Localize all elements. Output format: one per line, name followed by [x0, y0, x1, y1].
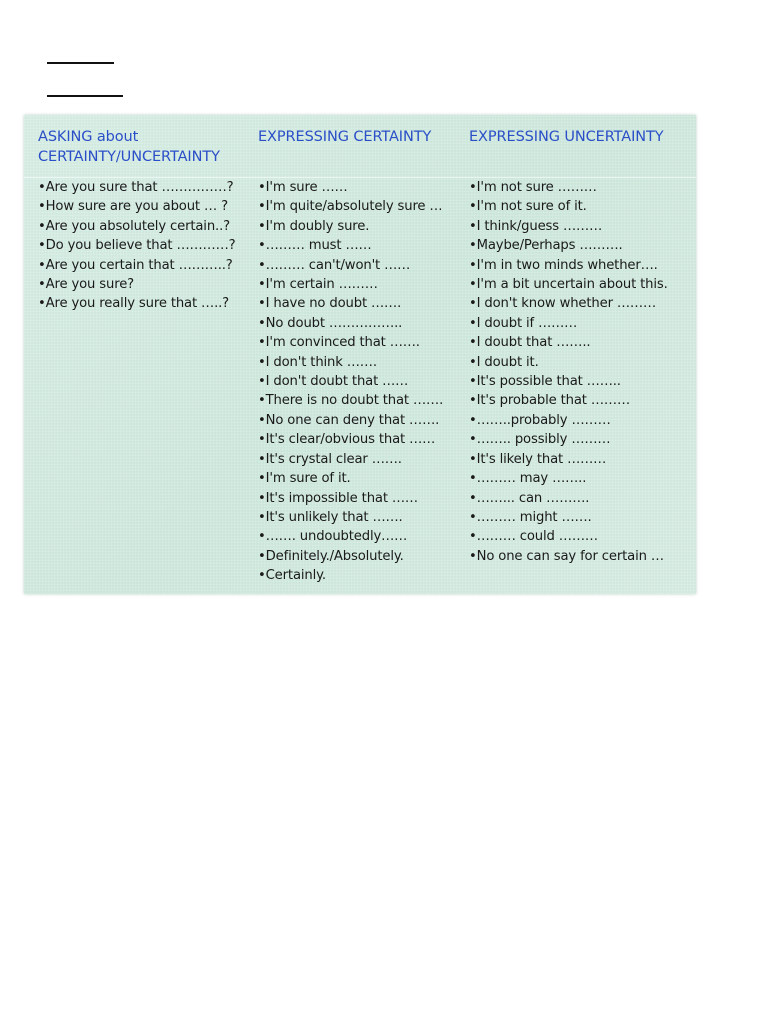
blank-line-2	[47, 95, 123, 97]
phrase-item: •I think/guess ………	[469, 218, 603, 234]
phrase-item: •Are you sure?	[38, 277, 135, 293]
phrase-item: •Do you believe that …………?	[38, 238, 236, 254]
phrase-item: •I have no doubt …….	[258, 296, 402, 312]
phrase-item: •I doubt that ……..	[469, 335, 591, 351]
phrase-item: •……..probably ………	[469, 412, 611, 428]
phrase-item: •It's unlikely that …….	[258, 509, 403, 525]
phrase-item: •……… could ………	[469, 529, 598, 545]
phrase-item: •……… must ……	[258, 238, 372, 254]
phrase-item: •……... can ……….	[469, 490, 590, 506]
phrase-item: •It's probable that ………	[469, 393, 630, 409]
header-certainty: EXPRESSING CERTAINTY	[258, 129, 432, 145]
phrase-item: •It's likely that ………	[469, 451, 607, 467]
phrase-item: •No one can say for certain …	[469, 548, 664, 564]
phrase-item: •……. undoubtedly……	[258, 529, 408, 545]
phrase-item: •No one can deny that …….	[258, 412, 440, 428]
phrase-item: •……… may ……..	[469, 471, 587, 487]
phrase-item: •It's clear/obvious that ……	[258, 432, 436, 448]
phrase-item: •I'm quite/absolutely sure …	[258, 199, 443, 215]
phrase-item: •I doubt it.	[469, 354, 539, 370]
phrase-item: •……… might …….	[469, 509, 592, 525]
phrase-item: •Are you sure that ……………?	[38, 180, 234, 195]
phrase-item: •I'm a bit uncertain about this.	[469, 277, 668, 293]
certainty-list	[258, 178, 443, 586]
phrase-item: •It's crystal clear …….	[258, 451, 402, 467]
phrase-item: •I'm doubly sure.	[258, 218, 370, 234]
phrase-item: •I'm in two minds whether….	[469, 257, 658, 273]
phrase-item: •…….. possibly ………	[469, 432, 611, 448]
phrase-item: •I'm sure of it.	[258, 471, 351, 487]
phrase-item: •Are you certain that ………..?	[38, 257, 233, 273]
phrase-item: •I'm sure ……	[258, 180, 348, 195]
column-certainty	[258, 115, 464, 584]
phrase-item: •I'm convinced that …….	[258, 335, 420, 351]
phrase-item: •Definitely./Absolutely.	[258, 548, 404, 564]
header-uncertainty: EXPRESSING UNCERTAINTY	[469, 129, 664, 145]
header-asking: ASKING about CERTAINTY/UNCERTAINTY	[38, 129, 220, 165]
phrase-item: •I'm not sure of it.	[469, 199, 587, 215]
phrase-item: •I don't doubt that ……	[258, 374, 409, 390]
phrase-item: •I doubt if ………	[469, 315, 578, 331]
phrase-item: •It's possible that ……..	[469, 374, 621, 390]
phrase-item: •How sure are you about … ?	[38, 199, 228, 215]
phrase-item: •No doubt ……………..	[258, 315, 403, 331]
phrase-item: •I'm certain ………	[258, 277, 378, 293]
phrase-item: •Certainly.	[258, 568, 326, 584]
phrase-item: •Maybe/Perhaps ……….	[469, 238, 623, 254]
asking-list	[38, 178, 235, 314]
blank-line-1	[47, 62, 114, 64]
phrase-item: •There is no doubt that …….	[258, 393, 444, 409]
phrase-item: •It's impossible that ……	[258, 490, 418, 506]
phrase-item: •I'm not sure ………	[469, 180, 597, 195]
phrase-item: •I don't think …….	[258, 354, 377, 370]
phrase-item: •I don't know whether ………	[469, 296, 657, 312]
phrase-item: •Are you really sure that …..?	[38, 296, 230, 312]
phrase-item: •……… can't/won't ……	[258, 257, 411, 273]
column-asking	[38, 115, 256, 312]
uncertainty-list	[469, 178, 668, 566]
phrase-item: •Are you absolutely certain..?	[38, 218, 230, 234]
phrases-table	[24, 115, 696, 594]
column-uncertainty	[469, 115, 694, 564]
